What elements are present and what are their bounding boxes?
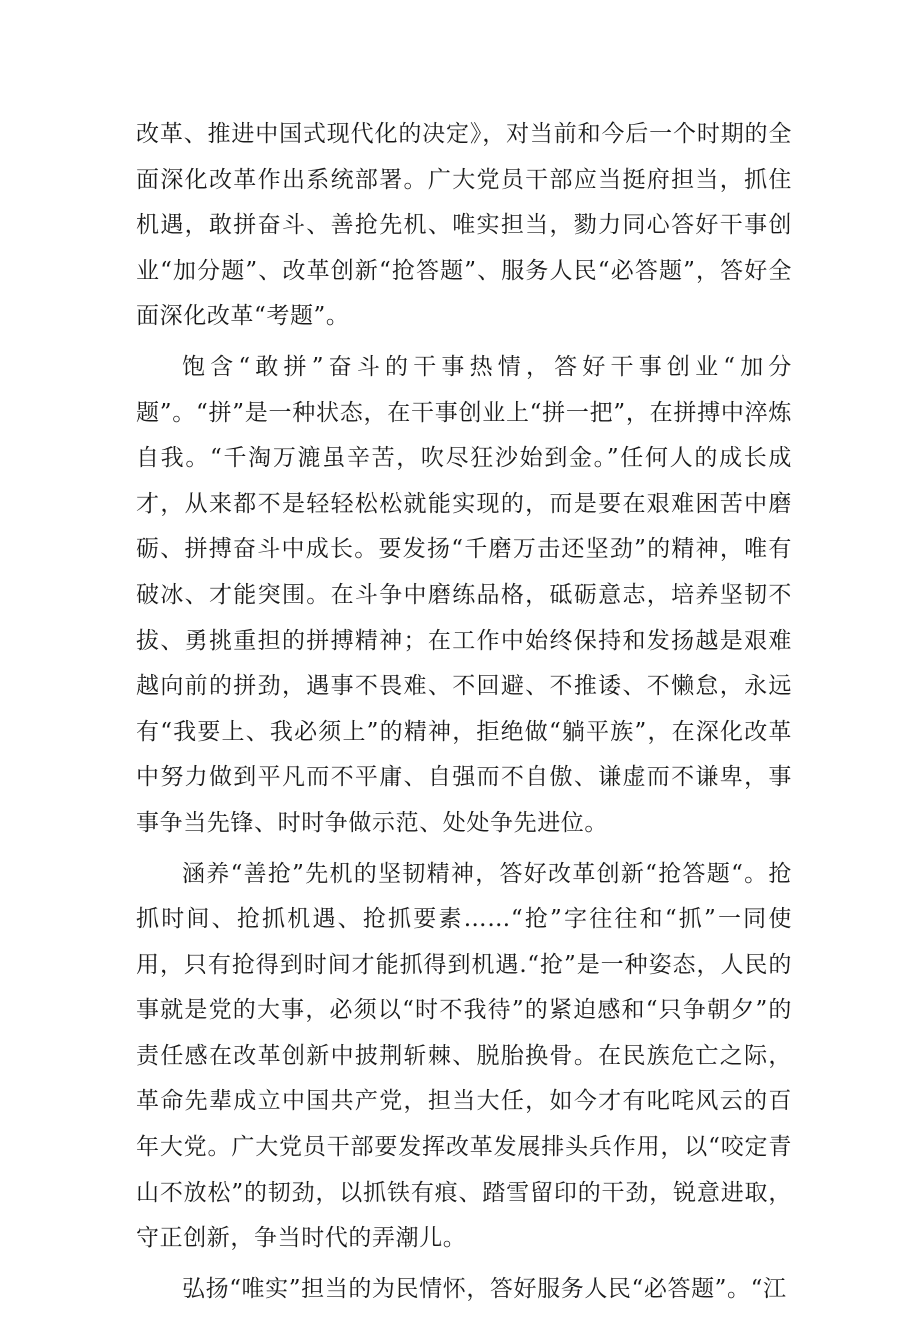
- paragraph-serve-people: 弘扬“唯实”担当的为民情怀，答好服务人民“必答题”。“江: [182, 1275, 787, 1302]
- paragraph-dare-to-strive: 饱含“敢拼”奋斗的干事热情，答好干事创业“加分题”。“拼”是一种状态，在干事创业上“拼一把”，在拼搏中淬炼自我。“千淘万漉虽辛苦，吹尽狂沙始到金。”任何人的成长成才，从来都不是轻轻松松就能实现的，而是要在艰难困苦中磨砺、拼搏奋斗中成长。要发扬“千磨万击还坚劲”的精神，唯有破冰、才能突围。在斗争中磨练品格，砥砺意志，培养坚韧不拔、勇挑重担的拼搏精神；在工作中始终保持和发扬越是艰难越向前的拼劲，遇事不畏难、不回避、不推诿、不懒怠，永远有“我要上、我必须上”的精神，拒绝做“躺平族”，在深化改革中努力做到平凡而不平庸、自强而不自傲、谦虚而不谦卑，事事争当先锋、时时争做示范、处处争先进位。: [136, 353, 792, 836]
- document-body: [136, 112, 792, 1317]
- paragraph-seize-opportunity: 涵养“善抢”先机的坚韧精神，答好改革创新“抢答题“。抢抓时间、抢抓机遇、抢抓要素……“抢”字往往和“抓”一同使用，只有抢得到时间才能抓得到机遇.“抢”是一种姿态，人民的事就是党的大事，必须以“时不我待”的紧迫感和“只争朝夕”的责任感在改革创新中披荆斩棘、脱胎换骨。在民族危亡之际，革命先辈成立中国共产党，担当大任，如今才有叱咤风云的百年大党。广大党员干部要发挥改革发展排头兵作用，以“咬定青山不放松”的韧劲，以抓铁有痕、踏雪留印的干劲，锐意进取，守正创新，争当时代的弄潮儿。: [136, 860, 792, 1252]
- paragraph-continuation: 改革、推进中国式现代化的决定》，对当前和今后一个时期的全面深化改革作出系统部署。广大党员干部应当挺府担当，抓住机遇，敢拼奋斗、善抢先机、唯实担当，勠力同心答好干事创业“加分题”、改革创新“抢答题”、服务人民“必答题”，答好全面深化改革“考题”。: [136, 121, 792, 330]
